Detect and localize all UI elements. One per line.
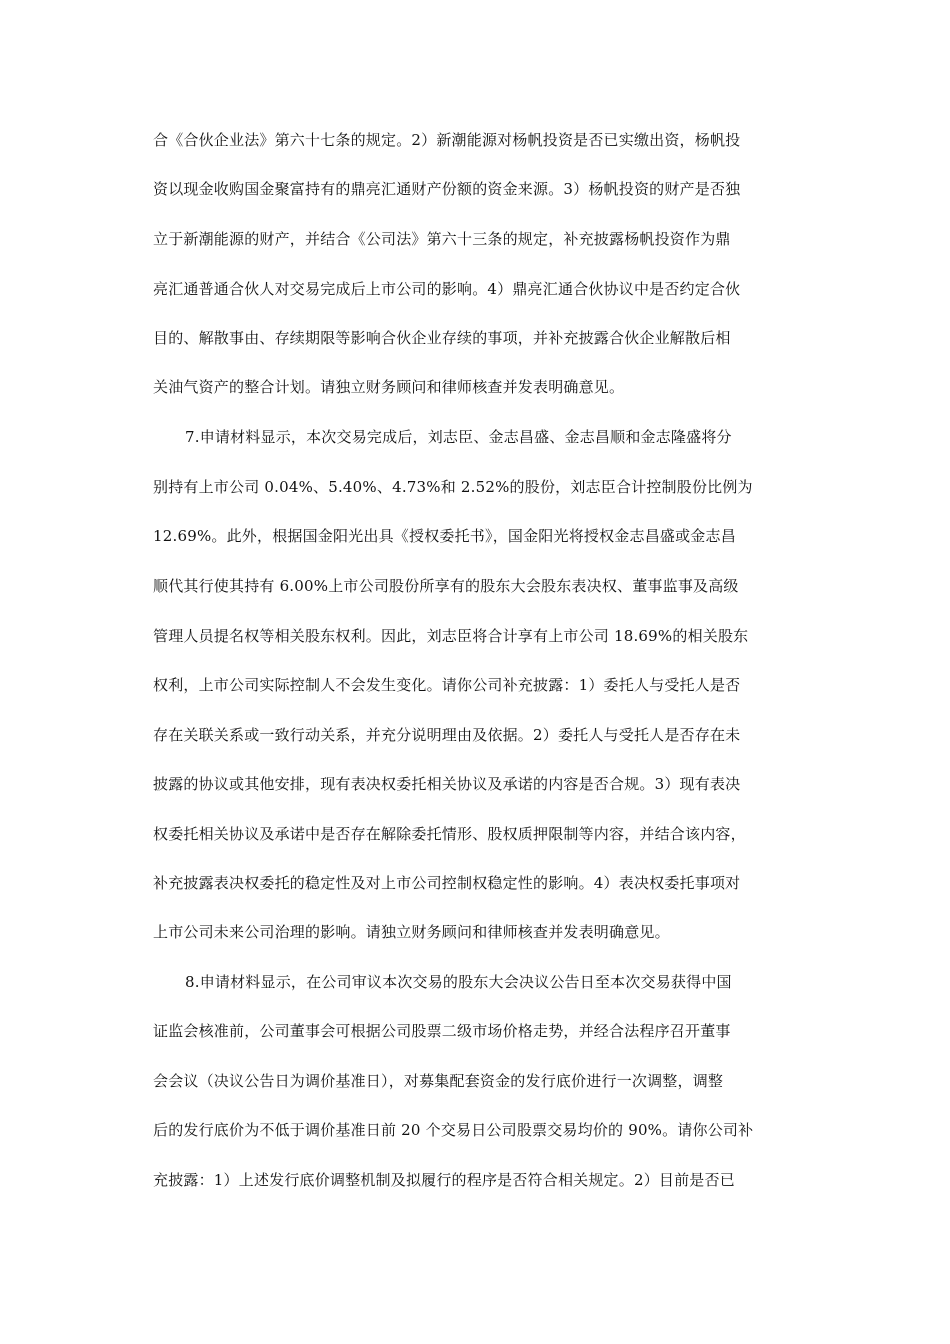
text-line: 顺代其行使其持有 6.00%上市公司股份所享有的股东大会股东表决权、董事监事及高级 (153, 577, 739, 595)
text-line: 12.69%。此外，根据国金阳光出具《授权委托书》，国金阳光将授权金志昌盛或金志昌 (153, 527, 736, 545)
text-line: 披露的协议或其他安排，现有表决权委托相关协议及承诺的内容是否合规。3）现有表决 (153, 775, 741, 793)
text-line: 亮汇通普通合伙人对交易完成后上市公司的影响。4）鼎亮汇通合伙协议中是否约定合伙 (153, 280, 741, 298)
text-line: 关油气资产的整合计划。请独立财务顾问和律师核查并发表明确意见。 (153, 378, 625, 396)
text-line: 立于新潮能源的财产，并结合《公司法》第六十三条的规定，补充披露杨帆投资作为鼎 (153, 230, 731, 248)
text-line: 权委托相关协议及承诺中是否存在解除委托情形、股权质押限制等内容，并结合该内容， (153, 825, 746, 843)
text-line: 资以现金收购国金聚富持有的鼎亮汇通财产份额的资金来源。3）杨帆投资的财产是否独 (153, 180, 741, 198)
text-line: 权利，上市公司实际控制人不会发生变化。请你公司补充披露：1）委托人与受托人是否 (153, 676, 741, 694)
text-line: 目的、解散事由、存续期限等影响合伙企业存续的事项，并补充披露合伙企业解散后相 (153, 329, 731, 347)
paragraph-8-first-line: 8.申请材料显示，在公司审议本次交易的股东大会决议公告日至本次交易获得中国 (185, 973, 732, 991)
text-line: 上市公司未来公司治理的影响。请独立财务顾问和律师核查并发表明确意见。 (153, 923, 670, 941)
text-line: 补充披露表决权委托的稳定性及对上市公司控制权稳定性的影响。4）表决权委托事项对 (153, 874, 741, 892)
text-line: 别持有上市公司 0.04%、5.40%、4.73%和 2.52%的股份，刘志臣合计控制股份比例为 (153, 478, 753, 496)
text-line: 存在关联关系或一致行动关系，并充分说明理由及依据。2）委托人与受托人是否存在未 (153, 726, 741, 744)
text-line: 合《合伙企业法》第六十七条的规定。2）新潮能源对杨帆投资是否已实缴出资，杨帆投 (153, 131, 741, 149)
text-line: 管理人员提名权等相关股东权利。因此，刘志臣将合计享有上市公司 18.69%的相关股东 (153, 627, 749, 645)
text-line: 证监会核准前，公司董事会可根据公司股票二级市场价格走势，并经合法程序召开董事 (153, 1022, 731, 1040)
text-line: 充披露：1）上述发行底价调整机制及拟履行的程序是否符合相关规定。2）目前是否已 (153, 1171, 735, 1189)
text-line: 后的发行底价为不低于调价基准日前 20 个交易日公司股票交易均价的 90%。请你公司补 (153, 1121, 754, 1139)
text-line: 会会议（决议公告日为调价基准日），对募集配套资金的发行底价进行一次调整，调整 (153, 1072, 724, 1090)
paragraph-7-first-line: 7.申请材料显示，本次交易完成后，刘志臣、金志昌盛、金志昌顺和金志隆盛将分 (185, 428, 732, 446)
